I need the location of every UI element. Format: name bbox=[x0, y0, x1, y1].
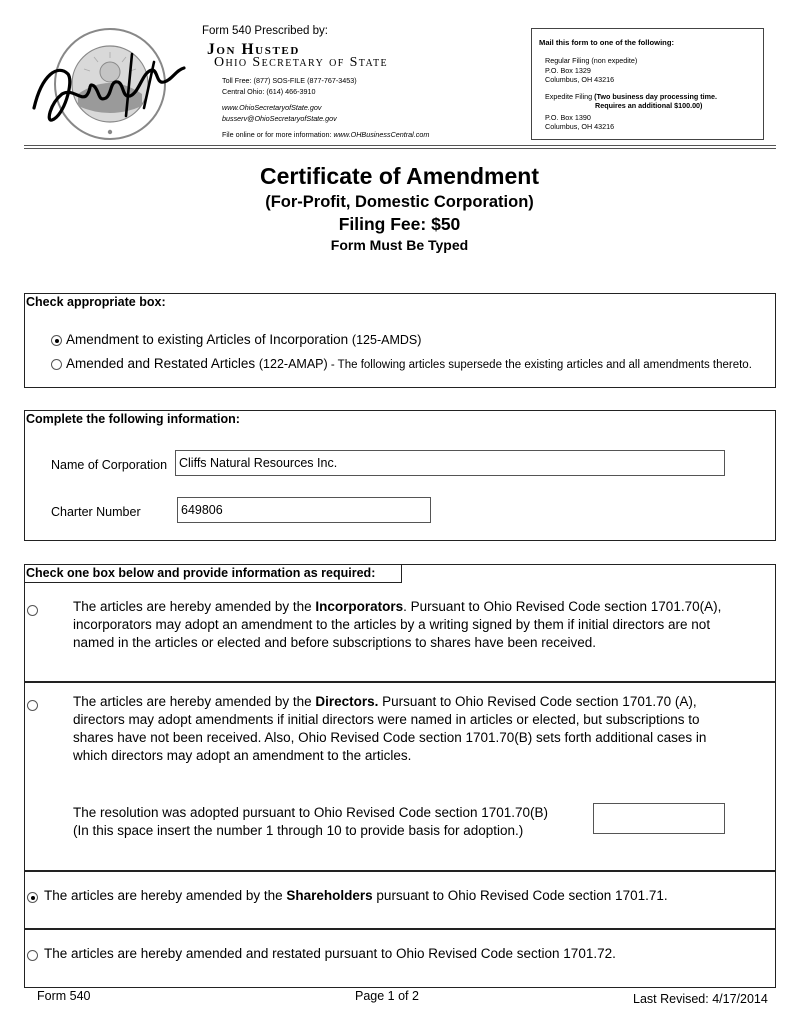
option-code: (122-AMAP) bbox=[258, 357, 328, 371]
file-online-info bbox=[222, 130, 429, 139]
expedite-additional-fee: Requires an additional $100.00) bbox=[595, 101, 703, 110]
amendment-radio[interactable] bbox=[51, 335, 62, 346]
expedite-filing-label bbox=[545, 92, 745, 101]
option-note: - The following articles supersede the existing articles and all amendments thereto. bbox=[327, 359, 752, 371]
toll-free-phone: Toll Free: (877) SOS-FILE (877-767-3453) bbox=[222, 76, 357, 85]
page-title: Certificate of Amendment bbox=[259, 163, 540, 189]
resolution-line: (In this space insert the number 1 through 10 to provide basis for adoption.) bbox=[73, 823, 524, 838]
restated-radio[interactable] bbox=[27, 950, 38, 961]
text-part: . Pursuant to Ohio Revised Code section 1701.70(A), incorporators may adopt an amendment to the articles by a writing signed by them if initial directors are not named in the articles or elected and before subscriptions to shares have been received. bbox=[73, 599, 722, 650]
ohio-secretary-of-state-seal bbox=[28, 24, 192, 140]
shareholders-text bbox=[44, 887, 764, 905]
amended-restated-radio[interactable] bbox=[51, 359, 62, 370]
footer-form-number: Form 540 bbox=[37, 989, 91, 1003]
expedite-note: (Two business day processing time. bbox=[594, 92, 718, 101]
amended-restated-option-label bbox=[66, 356, 752, 371]
directors-term: Directors. bbox=[315, 694, 379, 709]
form-prescribed-by: Form 540 Prescribed by: bbox=[202, 25, 328, 37]
page-subtitle: (For-Profit, Domestic Corporation) bbox=[265, 193, 534, 211]
file-online-prefix: File online or for more information: bbox=[222, 130, 334, 139]
resolution-basis-field[interactable] bbox=[593, 803, 725, 834]
incorporators-text bbox=[73, 598, 733, 652]
directors-radio[interactable] bbox=[27, 700, 38, 711]
filing-type-heading: Check appropriate box: bbox=[26, 295, 166, 309]
filing-fee: Filing Fee: $50 bbox=[338, 214, 461, 234]
text-part: Pursuant to Ohio Revised Code section 1701.70 (A), directors may adopt amendments if initial directors were named in articles or elected, but subscriptions to shares have not been received. Also, Ohio Revised Code section 1701.70(B) sets forth additional cases in which directors may adopt an amendment to the articles. bbox=[73, 694, 707, 763]
restated-text: The articles are hereby amended and restated pursuant to Ohio Revised Code section 1701.72. bbox=[44, 946, 616, 961]
regular-po-box: P.O. Box 1329 bbox=[545, 66, 591, 75]
central-ohio-phone: Central Ohio: (614) 466-3910 bbox=[222, 87, 316, 96]
website-link[interactable]: www.OhioSecretaryofState.gov bbox=[222, 103, 322, 112]
shareholders-term: Shareholders bbox=[286, 888, 373, 903]
text-part: The articles are hereby amended by the bbox=[44, 888, 287, 903]
secretary-name: Jon Husted bbox=[207, 41, 300, 58]
expedite-city: Columbus, OH 43216 bbox=[545, 122, 615, 131]
incorporators-radio[interactable] bbox=[27, 605, 38, 616]
option-label: Amendment to existing Articles of Incorporation bbox=[66, 332, 349, 347]
authority-heading: Check one box below and provide information as required: bbox=[26, 566, 376, 580]
corporation-name-label: Name of Corporation bbox=[51, 458, 168, 472]
regular-city: Columbus, OH 43216 bbox=[545, 75, 615, 84]
expedite-po-box: P.O. Box 1390 bbox=[545, 113, 591, 122]
secretary-office: Ohio Secretary of State bbox=[214, 55, 389, 70]
option-divider bbox=[24, 870, 776, 872]
option-divider bbox=[24, 928, 776, 930]
footer-page-number: Page 1 of 2 bbox=[355, 989, 419, 1003]
regular-filing-label: Regular Filing (non expedite) bbox=[545, 56, 638, 65]
text-part: The articles are hereby amended by the bbox=[73, 694, 316, 709]
corporation-name-field[interactable]: Cliffs Natural Resources Inc. bbox=[175, 450, 725, 476]
amendment-option-label bbox=[66, 332, 421, 347]
charter-number-label: Charter Number bbox=[51, 505, 141, 519]
directors-text bbox=[73, 693, 733, 765]
resolution-line: The resolution was adopted pursuant to Ohio Revised Code section 1701.70(B) bbox=[73, 805, 549, 820]
option-code: (125-AMDS) bbox=[351, 333, 422, 347]
shareholders-radio[interactable] bbox=[27, 892, 38, 903]
expedite-prefix: Expedite Filing bbox=[545, 92, 595, 101]
footer-last-revised: Last Revised: 4/17/2014 bbox=[633, 992, 768, 1006]
text-part: The articles are hereby amended by the bbox=[73, 599, 316, 614]
corporation-info-heading: Complete the following information: bbox=[26, 412, 240, 426]
option-divider bbox=[24, 681, 776, 683]
header-divider bbox=[24, 145, 776, 146]
typed-notice: Form Must Be Typed bbox=[330, 237, 469, 253]
incorporators-term: Incorporators bbox=[315, 599, 404, 614]
option-label: Amended and Restated Articles bbox=[66, 356, 256, 371]
header-divider bbox=[24, 148, 776, 149]
email-link[interactable]: busserv@OhioSecretaryofState.gov bbox=[222, 114, 337, 123]
business-central-link[interactable]: www.OHBusinessCentral.com bbox=[333, 130, 430, 139]
text-part: pursuant to Ohio Revised Code section 1701.71. bbox=[372, 888, 668, 903]
charter-number-field[interactable]: 649806 bbox=[177, 497, 431, 523]
mail-instructions-title: Mail this form to one of the following: bbox=[539, 38, 674, 47]
